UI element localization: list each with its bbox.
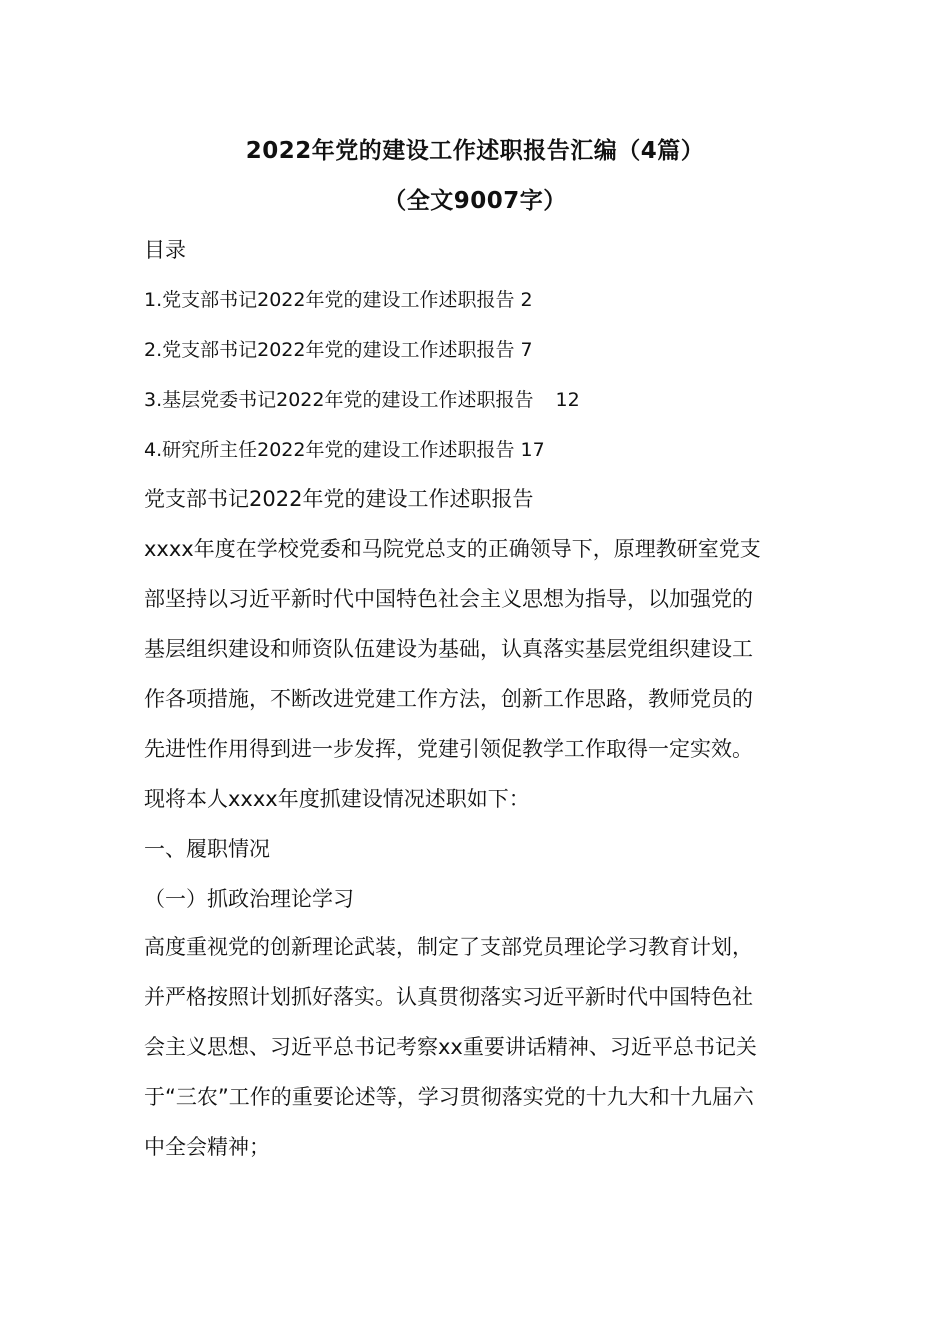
toc-entry-page: 17 [520,439,545,461]
heading-level2: （一）抓政治理论学习 [144,887,354,911]
paragraph-line: 中全会精神； [144,1135,270,1159]
paragraph-line: 会主义思想、习近平总书记考察xx重要讲话精神、习近平总书记关 [144,1035,757,1059]
paragraph-line: 于“三农”工作的重要论述等，学习贯彻落实党的十九大和十九届六 [144,1085,754,1109]
toc-entry-page: 2 [520,289,533,311]
toc-entry-text: 4.研究所主任2022年党的建设工作述职报告 [144,439,515,461]
toc-entry-3[interactable] [144,385,580,415]
toc-entry-4[interactable] [144,435,545,465]
document-subtitle: （全文9007字） [383,188,567,214]
heading-level1: 一、履职情况 [144,837,270,861]
paragraph-line: 先进性作用得到进一步发挥，党建引领促教学工作取得一定实效。 [144,737,753,761]
toc-entry-text: 3.基层党委书记2022年党的建设工作述职报告 [144,389,534,411]
paragraph-line: 基层组织建设和师资队伍建设为基础，认真落实基层党组织建设工 [144,637,753,661]
toc-entry-page: 7 [520,339,533,361]
toc-entry-2[interactable] [144,335,533,365]
paragraph-line: 并严格按照计划抓好落实。认真贯彻落实习近平新时代中国特色社 [144,985,753,1009]
paragraph-line: xxxx年度在学校党委和马院党总支的正确领导下，原理教研室党支 [144,537,761,561]
paragraph-line: 作各项措施，不断改进党建工作方法，创新工作思路，教师党员的 [144,687,753,711]
section-title: 党支部书记2022年党的建设工作述职报告 [144,487,534,511]
paragraph-line: 高度重视党的创新理论武装，制定了支部党员理论学习教育计划， [144,935,753,959]
document-title: 2022年党的建设工作述职报告汇编（4篇） [245,138,705,164]
toc-heading: 目录 [144,238,186,262]
paragraph-line: 现将本人xxxx年度抓建设情况述职如下： [144,787,530,811]
paragraph-line: 部坚持以习近平新时代中国特色社会主义思想为指导，以加强党的 [144,587,753,611]
toc-entry-1[interactable] [144,285,533,315]
toc-entry-text: 2.党支部书记2022年党的建设工作述职报告 [144,339,515,361]
toc-entry-page: 12 [555,389,580,411]
toc-entry-text: 1.党支部书记2022年党的建设工作述职报告 [144,289,515,311]
